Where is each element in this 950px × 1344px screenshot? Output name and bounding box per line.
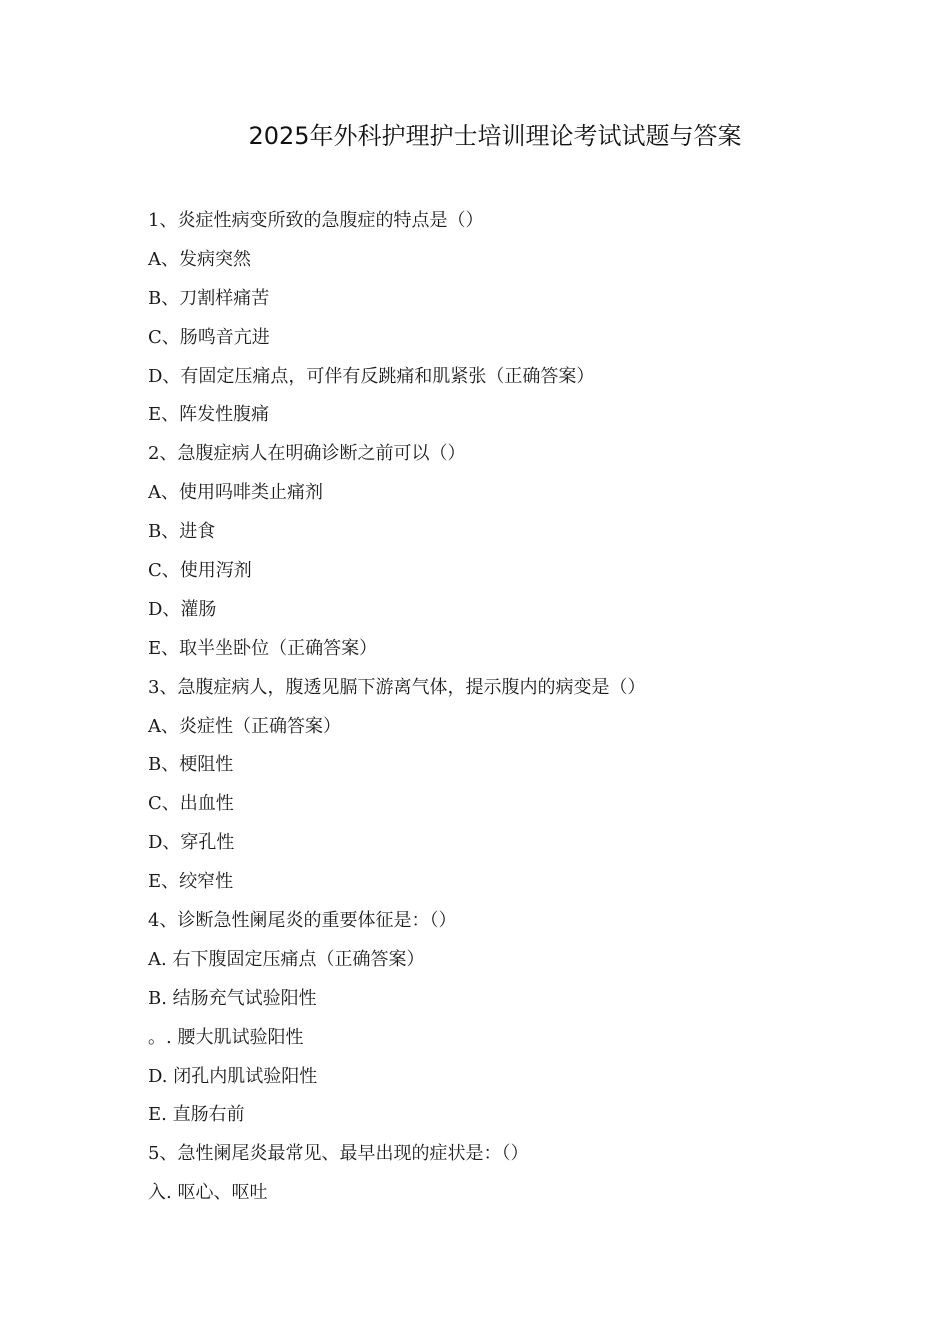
question-3-option-a: A、炎症性（正确答案）: [148, 715, 341, 737]
question-3-option-c: C、出血性: [148, 793, 234, 815]
question-5-stem: 5、急性阑尾炎最常见、最早出现的症状是：（）: [148, 1143, 529, 1165]
question-2-option-d: D、灌肠: [148, 598, 217, 620]
question-list: [148, 206, 908, 1217]
document-title: 2025年外科护理护士培训理论考试试题与答案: [248, 122, 742, 150]
question-3-option-d: D、穿孔性: [148, 832, 235, 854]
question-3-stem: 3、急腹症病人，腹透见膈下游离气体，提示腹内的病变是（）: [148, 676, 646, 698]
question-2-option-e: E、取半坐卧位（正确答案）: [148, 637, 378, 659]
question-1-option-e: E、阵发性腹痛: [148, 404, 270, 426]
question-2-stem: 2、急腹症病人在明确诊断之前可以（）: [148, 443, 466, 465]
question-1-option-b: B、刀割样痛苦: [148, 287, 270, 309]
question-2-option-a: A、使用吗啡类止痛剂: [148, 482, 323, 504]
question-4-stem: 4、诊断急性阑尾炎的重要体征是：（）: [148, 910, 457, 932]
question-1-stem: 1、炎症性病变所致的急腹症的特点是（）: [148, 210, 484, 231]
question-2-option-c: C、使用泻剂: [148, 560, 252, 582]
question-4-option-e: E. 直肠右前: [148, 1104, 245, 1126]
question-1-option-c: C、肠鸣音亢进: [148, 326, 270, 348]
question-3-option-b: B、梗阻性: [148, 754, 234, 776]
question-4-option-c: 。. 腰大肌试验阳性: [148, 1026, 304, 1048]
question-3-option-e: E、绞窄性: [148, 871, 234, 893]
question-4-option-d: D. 闭孔内肌试验阳性: [148, 1065, 318, 1087]
question-4-option-b: B. 结肠充气试验阳性: [148, 987, 317, 1009]
question-1-option-a: A、发病突然: [148, 248, 251, 270]
question-2-option-b: B、进食: [148, 521, 216, 543]
question-1-option-d: D、有固定压痛点，可伴有反跳痛和肌紧张（正确答案）: [148, 365, 595, 387]
question-4-option-a: A. 右下腹固定压痛点（正确答案）: [148, 948, 425, 970]
question-5-option-a: 入. 呕心、呕吐: [148, 1182, 268, 1204]
